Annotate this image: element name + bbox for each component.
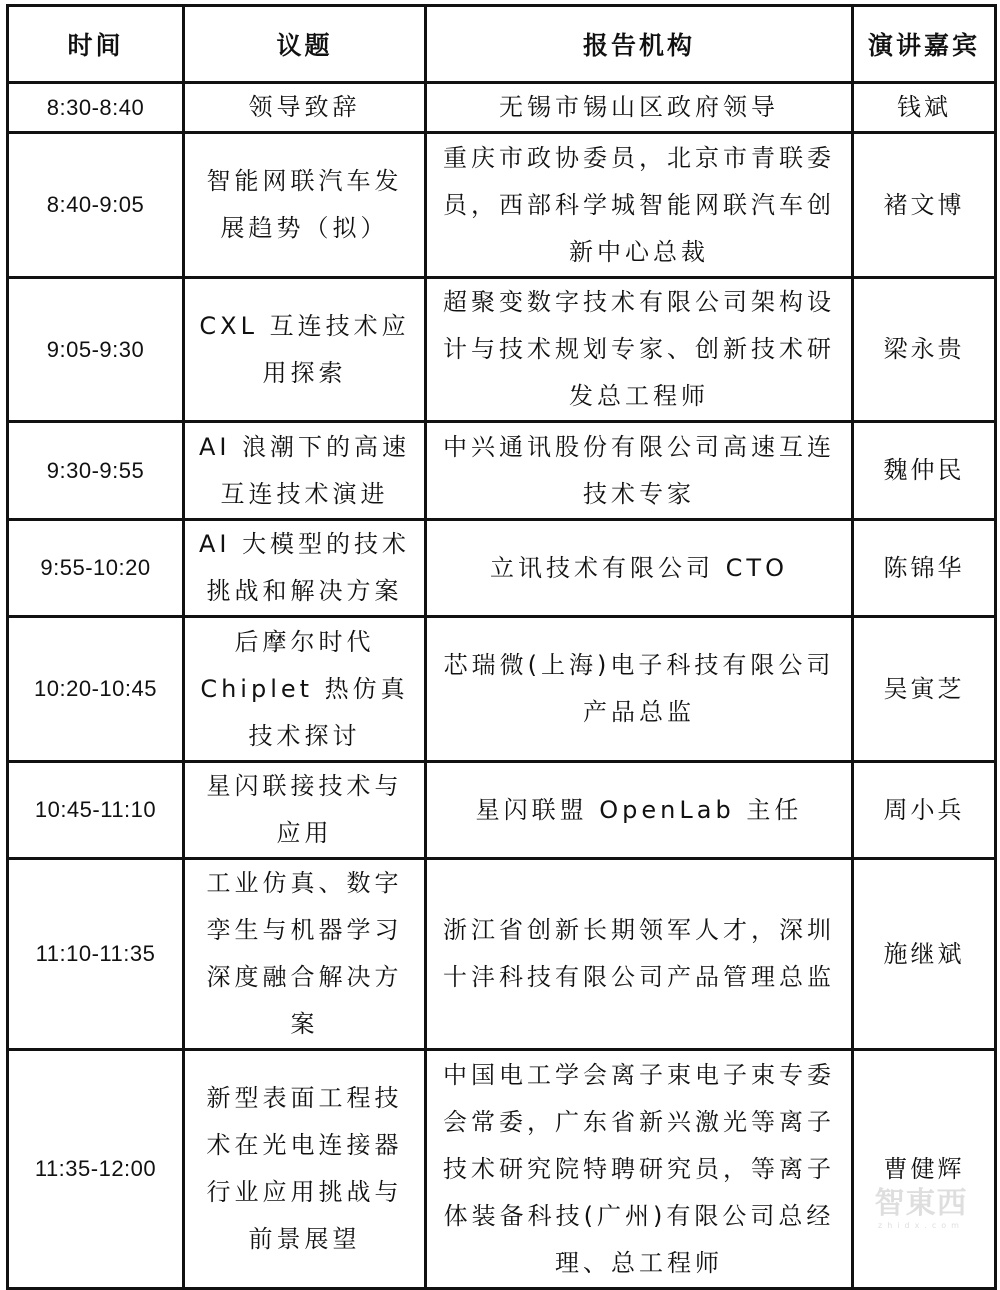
header-org: 报告机构 [426, 6, 853, 83]
org-cell: 星闪联盟 OpenLab 主任 [426, 762, 853, 859]
time-cell: 9:55-10:20 [8, 520, 184, 617]
org-cell: 重庆市政协委员，北京市青联委员，西部科学城智能网联汽车创新中心总裁 [426, 133, 853, 278]
speaker-cell: 陈锦华 [853, 520, 996, 617]
org-cell: 立讯技术有限公司 CTO [426, 520, 853, 617]
time-cell: 8:30-8:40 [8, 83, 184, 133]
table-row [8, 859, 996, 1050]
org-cell: 超聚变数字技术有限公司架构设计与技术规划专家、创新技术研发总工程师 [426, 278, 853, 422]
org-cell: 无锡市锡山区政府领导 [426, 83, 853, 133]
topic-cell: 智能网联汽车发展趋势（拟） [184, 133, 426, 278]
header-speaker: 演讲嘉宾 [853, 6, 996, 83]
table-row [8, 133, 996, 278]
watermark-logo [866, 1187, 976, 1233]
topic-cell: AI 浪潮下的高速互连技术演进 [184, 422, 426, 520]
speaker-cell: 褚文博 [853, 133, 996, 278]
org-cell: 中兴通讯股份有限公司高速互连技术专家 [426, 422, 853, 520]
topic-cell: 领导致辞 [184, 83, 426, 133]
table-row [8, 83, 996, 133]
time-cell: 11:35-12:00 [8, 1050, 184, 1289]
org-cell: 中国电工学会离子束电子束专委会常委，广东省新兴激光等离子技术研究院特聘研究员，等离子体装备科技(广州)有限公司总经理、总工程师 [426, 1050, 853, 1289]
table-row [8, 617, 996, 762]
speaker-cell: 钱斌 [853, 83, 996, 133]
header-time: 时间 [8, 6, 184, 83]
topic-cell: CXL 互连技术应用探索 [184, 278, 426, 422]
agenda-table [6, 4, 997, 1290]
header-row [8, 6, 996, 83]
speaker-cell: 梁永贵 [853, 278, 996, 422]
topic-cell: 工业仿真、数字孪生与机器学习深度融合解决方案 [184, 859, 426, 1050]
watermark-text: 智東西 [874, 1186, 968, 1221]
time-cell: 11:10-11:35 [8, 859, 184, 1050]
table-row [8, 520, 996, 617]
time-cell: 8:40-9:05 [8, 133, 184, 278]
speaker-cell: 周小兵 [853, 762, 996, 859]
table-row [8, 422, 996, 520]
topic-cell: 新型表面工程技术在光电连接器行业应用挑战与前景展望 [184, 1050, 426, 1289]
table-row [8, 762, 996, 859]
time-cell: 10:45-11:10 [8, 762, 184, 859]
speaker-cell: 吴寅芝 [853, 617, 996, 762]
org-cell: 浙江省创新长期领军人才，深圳十沣科技有限公司产品管理总监 [426, 859, 853, 1050]
org-cell: 芯瑞微(上海)电子科技有限公司产品总监 [426, 617, 853, 762]
topic-cell: 后摩尔时代 Chiplet 热仿真技术探讨 [184, 617, 426, 762]
time-cell: 9:30-9:55 [8, 422, 184, 520]
speaker-cell: 曹健辉 [853, 1050, 996, 1289]
topic-cell: 星闪联接技术与应用 [184, 762, 426, 859]
header-topic: 议题 [184, 6, 426, 83]
time-cell: 9:05-9:30 [8, 278, 184, 422]
speaker-cell: 施继斌 [853, 859, 996, 1050]
speaker-cell: 魏仲民 [853, 422, 996, 520]
table-row [8, 1050, 996, 1289]
topic-cell: AI 大模型的技术挑战和解决方案 [184, 520, 426, 617]
table-row [8, 278, 996, 422]
time-cell: 10:20-10:45 [8, 617, 184, 762]
watermark-subtext: zhidx.com [878, 1221, 964, 1230]
